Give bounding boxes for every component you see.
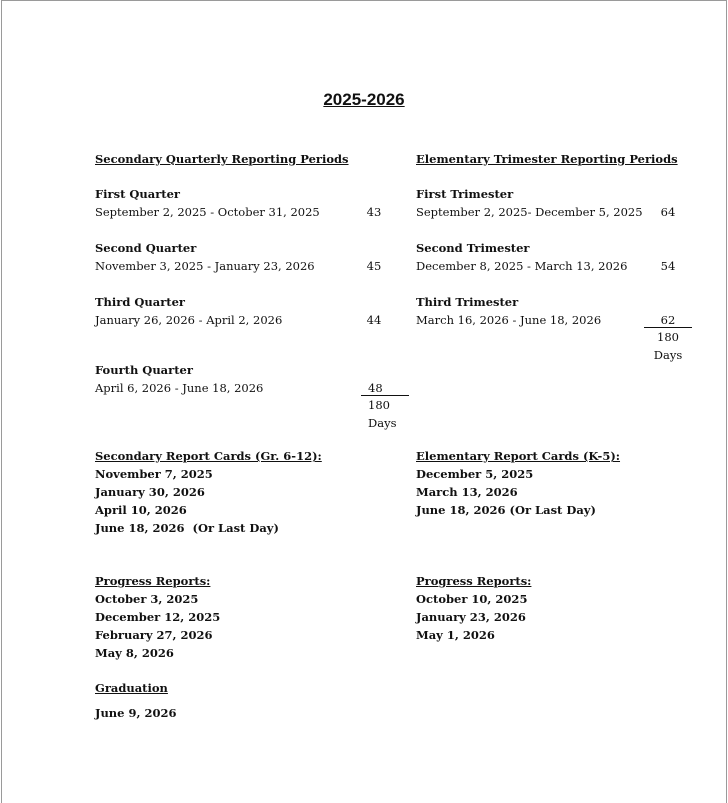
period-name: Third Quarter xyxy=(95,295,185,309)
list-item: June 18, 2026 (Or Last Day) xyxy=(95,521,279,535)
list-item: February 27, 2026 xyxy=(95,628,213,642)
period-name: First Quarter xyxy=(95,187,180,201)
elementary-period-2-days: 54 xyxy=(660,259,676,273)
period-name: Fourth Quarter xyxy=(95,363,193,377)
secondary-period-3-days: 44 xyxy=(366,313,382,327)
list-item: May 8, 2026 xyxy=(95,646,174,660)
list-item: April 10, 2026 xyxy=(95,503,187,517)
list-item: January 23, 2026 xyxy=(416,610,526,624)
secondary-period-4-days: 48 xyxy=(368,381,383,395)
list-item: January 30, 2026 xyxy=(95,485,205,499)
list-item: December 12, 2025 xyxy=(95,610,221,624)
period-dates: April 6, 2026 - June 18, 2026 xyxy=(95,381,264,395)
document-page xyxy=(1,0,727,803)
secondary-heading: Secondary Quarterly Reporting Periods xyxy=(95,152,349,166)
period-dates: December 8, 2025 - March 13, 2026 xyxy=(416,259,628,273)
graduation-heading: Graduation xyxy=(95,681,168,695)
elementary-period-1-days: 64 xyxy=(660,205,676,219)
secondary-progress-reports xyxy=(95,572,220,662)
report-cards-heading: Secondary Report Cards (Gr. 6-12): xyxy=(95,449,322,463)
page-title: 2025-2026 xyxy=(323,90,405,109)
elementary-heading: Elementary Trimester Reporting Periods xyxy=(416,152,678,166)
elementary-period-3-days: 62 xyxy=(660,313,676,327)
graduation-date: June 9, 2026 xyxy=(95,706,177,720)
list-item: October 3, 2025 xyxy=(95,592,199,606)
secondary-period-2 xyxy=(95,239,315,275)
secondary-period-3 xyxy=(95,293,282,329)
elementary-progress-reports xyxy=(416,572,531,644)
secondary-period-4 xyxy=(95,361,263,397)
period-dates: September 2, 2025- December 5, 2025 xyxy=(416,205,643,219)
elementary-period-1 xyxy=(416,185,643,221)
period-dates: January 26, 2026 - April 2, 2026 xyxy=(95,313,283,327)
period-dates: March 16, 2026 - June 18, 2026 xyxy=(416,313,602,327)
list-item: December 5, 2025 xyxy=(416,467,534,481)
list-item: November 7, 2025 xyxy=(95,467,213,481)
progress-heading: Progress Reports: xyxy=(416,574,532,588)
secondary-report-cards xyxy=(95,447,322,537)
elementary-period-2 xyxy=(416,239,627,275)
list-item: March 13, 2026 xyxy=(416,485,518,499)
secondary-period-2-days: 45 xyxy=(366,259,382,273)
list-item: October 10, 2025 xyxy=(416,592,528,606)
secondary-period-1-days: 43 xyxy=(366,205,382,219)
elementary-period-3 xyxy=(416,293,601,329)
period-name: Third Trimester xyxy=(416,295,519,309)
list-item: June 18, 2026 (Or Last Day) xyxy=(416,503,596,517)
secondary-total-days: 180 Days xyxy=(361,395,409,432)
progress-heading: Progress Reports: xyxy=(95,574,211,588)
period-dates: September 2, 2025 - October 31, 2025 xyxy=(95,205,320,219)
period-name: Second Quarter xyxy=(95,241,197,255)
elementary-report-cards xyxy=(416,447,620,519)
period-name: Second Trimester xyxy=(416,241,530,255)
report-cards-heading: Elementary Report Cards (K-5): xyxy=(416,449,621,463)
secondary-period-1 xyxy=(95,185,320,221)
period-dates: November 3, 2025 - January 23, 2026 xyxy=(95,259,315,273)
list-item: May 1, 2026 xyxy=(416,628,495,642)
period-name: First Trimester xyxy=(416,187,514,201)
elementary-total-days: 180 Days xyxy=(644,327,692,364)
